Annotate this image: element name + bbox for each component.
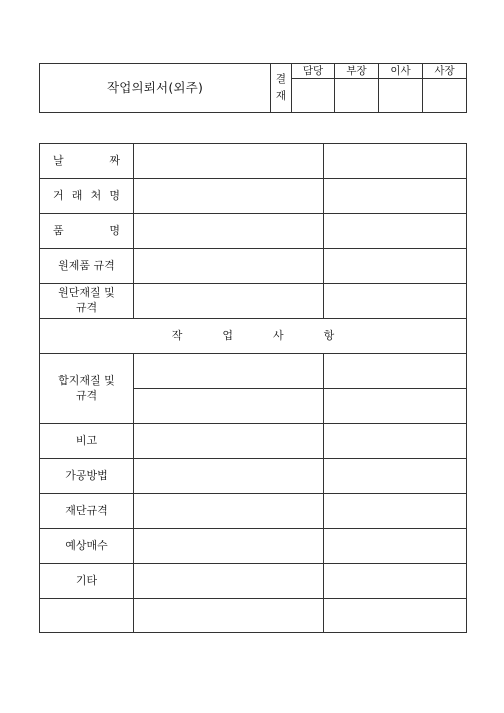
- date-value-field[interactable]: [134, 144, 324, 179]
- label-line: 규격: [75, 301, 98, 314]
- laminate-field-1[interactable]: [134, 354, 324, 389]
- form-row-cutting: [40, 494, 467, 529]
- form-row-section-header: [40, 319, 467, 354]
- form-row-product: [40, 214, 467, 249]
- label-char: 처: [90, 188, 102, 202]
- raw-product-spec-field[interactable]: [134, 249, 324, 284]
- raw-fabric-field[interactable]: [134, 284, 324, 319]
- raw-fabric-extra-field[interactable]: [324, 284, 467, 319]
- processing-method-extra-field[interactable]: [324, 459, 467, 494]
- section-char: 항: [323, 328, 335, 342]
- approval-label-char: 결: [275, 73, 287, 86]
- client-name-label: [40, 179, 134, 214]
- approval-sign-director[interactable]: [379, 79, 423, 113]
- approval-label: [271, 64, 292, 113]
- processing-method-label: 가공방법: [40, 459, 134, 494]
- remarks-field[interactable]: [134, 424, 324, 459]
- approval-role-director: 이사: [379, 64, 423, 79]
- processing-method-field[interactable]: [134, 459, 324, 494]
- client-name-extra-field[interactable]: [324, 179, 467, 214]
- section-char: 사: [273, 328, 284, 342]
- other-label: 기타: [40, 564, 134, 599]
- laminate-field-2[interactable]: [134, 389, 324, 424]
- form-row-processing: [40, 459, 467, 494]
- laminate-extra-field-2[interactable]: [324, 389, 467, 424]
- remarks-label: 비고: [40, 424, 134, 459]
- raw-fabric-label: [40, 284, 134, 319]
- label-char: 거: [53, 188, 64, 202]
- expected-sheets-label: 예상매수: [40, 529, 134, 564]
- label-char: 래: [71, 188, 83, 202]
- section-char: 업: [222, 328, 233, 342]
- blank-extra-field[interactable]: [324, 599, 467, 633]
- label-line: 규격: [75, 388, 98, 402]
- other-field[interactable]: [134, 564, 324, 599]
- header-table: [39, 63, 467, 113]
- raw-product-spec-extra-field[interactable]: [324, 249, 467, 284]
- document-title: 작업의뢰서(외주): [40, 64, 271, 113]
- approval-role-manager: 부장: [335, 64, 379, 79]
- work-order-form: [39, 143, 467, 633]
- cutting-spec-field[interactable]: [134, 494, 324, 529]
- expected-sheets-extra-field[interactable]: [324, 529, 467, 564]
- approval-label-char: 재: [275, 90, 287, 102]
- section-char: 작: [171, 328, 183, 342]
- raw-product-spec-label: 원제품 규격: [40, 249, 134, 284]
- label-char: 날: [53, 153, 64, 167]
- label-line: 합지재질 및: [58, 373, 115, 387]
- approval-sign-president[interactable]: [423, 79, 467, 113]
- cutting-spec-label: 재단규격: [40, 494, 134, 529]
- form-row-laminate-1: [40, 354, 467, 389]
- form-row-expected-sheets: [40, 529, 467, 564]
- form-row-raw-product-spec: [40, 249, 467, 284]
- form-row-other: [40, 564, 467, 599]
- product-name-extra-field[interactable]: [324, 214, 467, 249]
- product-name-field[interactable]: [134, 214, 324, 249]
- approval-role-president: 사장: [423, 64, 467, 79]
- remarks-extra-field[interactable]: [324, 424, 467, 459]
- label-char: 명: [109, 188, 120, 202]
- form-row-client: [40, 179, 467, 214]
- label-line: 원단재질 및: [58, 286, 115, 300]
- form-row-date: [40, 144, 467, 179]
- form-row-blank: [40, 599, 467, 633]
- blank-label-cell[interactable]: [40, 599, 134, 633]
- date-label: [40, 144, 134, 179]
- approval-sign-manager[interactable]: [335, 79, 379, 113]
- laminate-label: [40, 354, 134, 424]
- other-extra-field[interactable]: [324, 564, 467, 599]
- laminate-extra-field-1[interactable]: [324, 354, 467, 389]
- cutting-spec-extra-field[interactable]: [324, 494, 467, 529]
- approval-sign-staff[interactable]: [292, 79, 335, 113]
- approval-role-staff: 담당: [292, 64, 335, 79]
- label-char: 명: [109, 223, 120, 237]
- date-extra-field[interactable]: [324, 144, 467, 179]
- label-char: 품: [53, 223, 64, 237]
- label-char: 짜: [109, 153, 120, 167]
- work-details-section-header: [40, 319, 467, 354]
- product-name-label: [40, 214, 134, 249]
- client-name-field[interactable]: [134, 179, 324, 214]
- form-row-raw-fabric: [40, 284, 467, 319]
- form-row-remarks: [40, 424, 467, 459]
- expected-sheets-field[interactable]: [134, 529, 324, 564]
- blank-field[interactable]: [134, 599, 324, 633]
